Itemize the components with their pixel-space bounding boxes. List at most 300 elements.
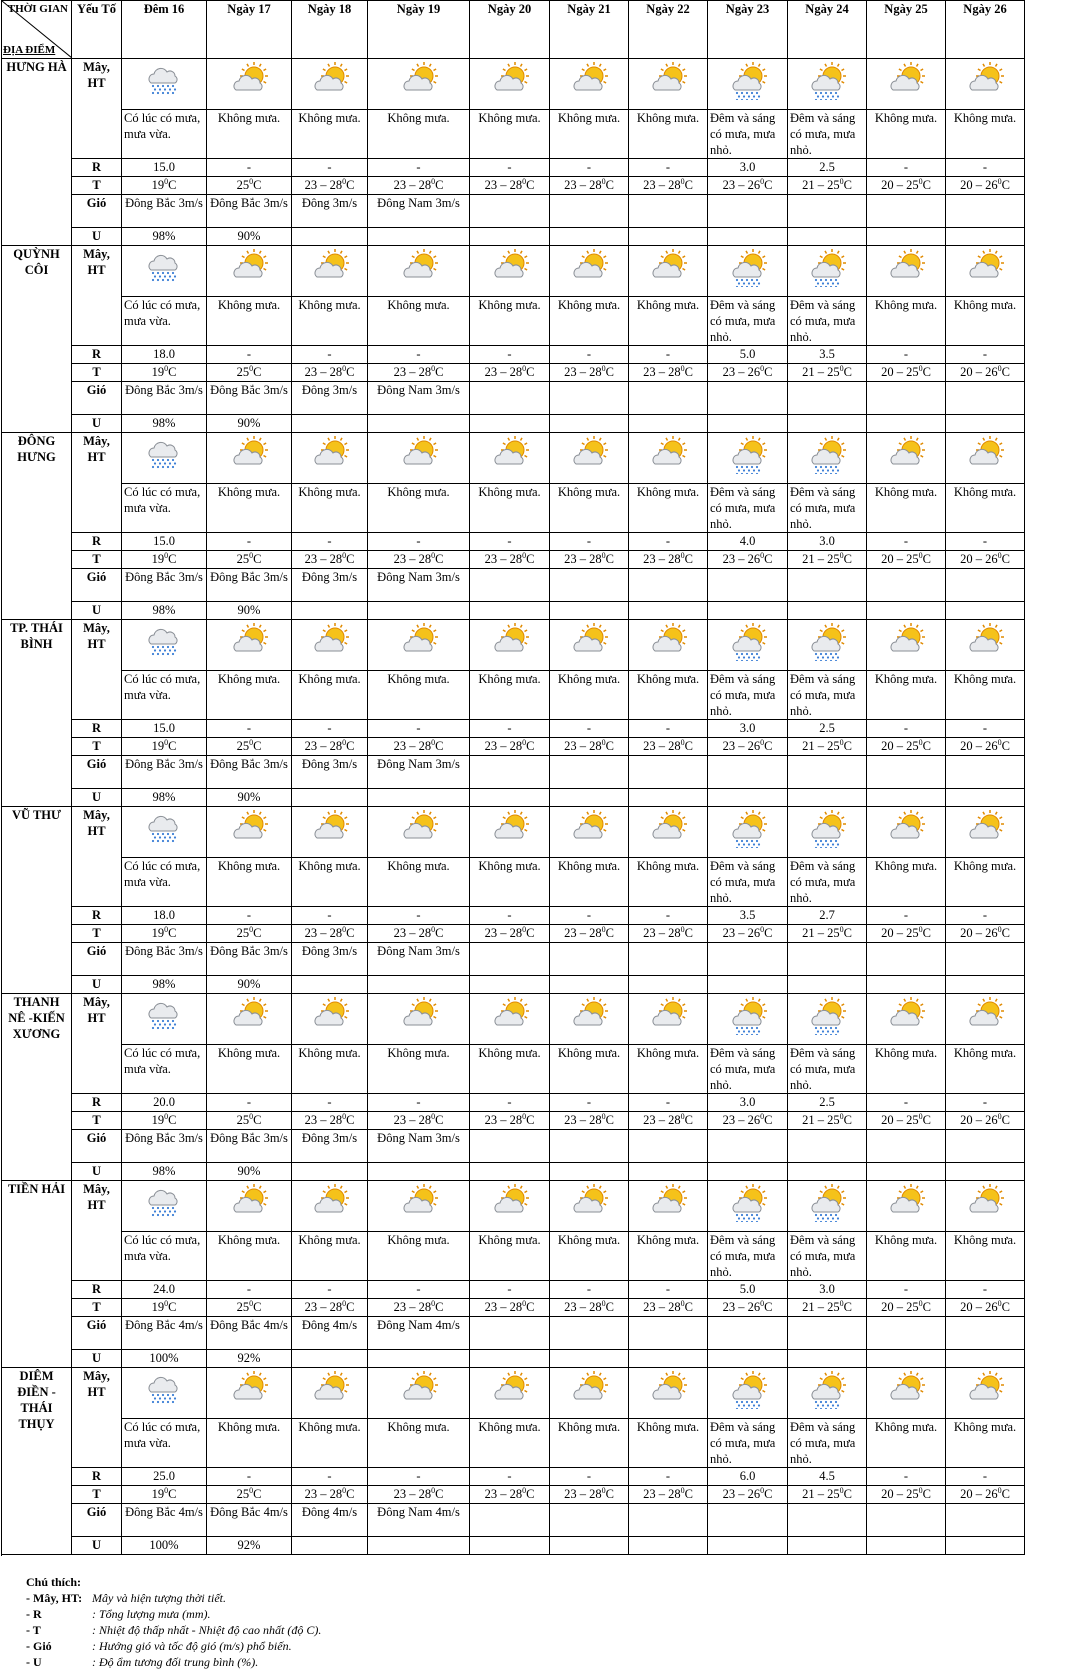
wind-value xyxy=(788,1130,867,1163)
degree-mark: 0 xyxy=(839,1111,844,1121)
humidity-value xyxy=(550,976,629,994)
degree-mark: 0 xyxy=(997,737,1002,747)
weather-description: Không mưa. xyxy=(470,671,550,720)
temperature-value xyxy=(788,1112,867,1130)
temperature-value xyxy=(629,364,708,382)
sun-cloud-icon xyxy=(311,810,349,852)
humidity-value xyxy=(368,1350,470,1368)
weather-icon-cell xyxy=(788,1368,867,1419)
weather-icon-cell xyxy=(629,1368,708,1419)
weather-icon-cell xyxy=(207,620,292,671)
rain-label: R xyxy=(72,346,122,364)
temperature-value xyxy=(207,1486,292,1504)
humidity-value xyxy=(708,602,788,620)
weather-description: Không mưa. xyxy=(867,297,946,346)
weather-icon-cell xyxy=(867,994,946,1045)
temperature-value xyxy=(207,925,292,943)
temperature-value xyxy=(470,551,550,569)
weather-icon-cell xyxy=(946,246,1025,297)
temperature-range: 20 – 25 xyxy=(881,365,919,379)
temperature-range: 25 xyxy=(236,1487,250,1501)
rain-row xyxy=(2,1094,1025,1112)
sun-cloud-icon xyxy=(887,810,925,852)
rain-value: - xyxy=(207,346,292,364)
degree-mark: 0 xyxy=(997,924,1002,934)
rain-value: - xyxy=(550,1094,629,1112)
wind-value xyxy=(867,756,946,789)
rain-value: - xyxy=(946,1281,1025,1299)
wind-value xyxy=(470,1317,550,1350)
rain-cloud-icon xyxy=(145,1371,183,1413)
temperature-value xyxy=(550,738,629,756)
temperature-row xyxy=(2,1299,1025,1317)
cloud-label: Mây, HT xyxy=(72,620,122,720)
weather-icon-cell xyxy=(550,1181,629,1232)
rain-value: 20.0 xyxy=(122,1094,207,1112)
sun-cloud-icon xyxy=(311,249,349,291)
rain-value: - xyxy=(629,720,708,738)
weather-description: Có lúc có mưa, mưa vừa. xyxy=(122,110,207,159)
rain-value: - xyxy=(470,1468,550,1486)
humidity-value xyxy=(368,415,470,433)
degree-mark: 0 xyxy=(760,1298,765,1308)
temperature-value xyxy=(708,364,788,382)
temperature-value xyxy=(470,1299,550,1317)
degree-mark: 0 xyxy=(918,737,923,747)
rain-value: - xyxy=(470,346,550,364)
degree-mark: 0 xyxy=(760,924,765,934)
temperature-unit: C xyxy=(922,926,931,940)
weather-description: Không mưa. xyxy=(368,110,470,159)
wind-label: Gió xyxy=(72,382,122,415)
weather-description: Không mưa. xyxy=(207,1232,292,1281)
degree-mark: 0 xyxy=(522,1298,527,1308)
temperature-unit: C xyxy=(1001,1300,1010,1314)
wind-value: Đông Nam 4m/s xyxy=(368,1317,470,1350)
rain-row xyxy=(2,1468,1025,1486)
wind-value xyxy=(550,569,629,602)
temperature-value xyxy=(122,364,207,382)
wind-value: Đông Bắc 4m/s xyxy=(122,1317,207,1350)
weather-description: Đêm và sáng có mưa, mưa nhỏ. xyxy=(788,484,867,533)
rain-cloud-icon xyxy=(145,810,183,852)
humidity-label: U xyxy=(72,415,122,433)
temperature-unit: C xyxy=(605,1487,614,1501)
temperature-range: 23 – 28 xyxy=(484,178,523,192)
rain-value: 3.5 xyxy=(788,346,867,364)
temperature-range: 20 – 25 xyxy=(881,552,919,566)
weather-description: Đêm và sáng có mưa, mưa nhỏ. xyxy=(708,858,788,907)
weather-description: Không mưa. xyxy=(629,110,708,159)
wind-value xyxy=(946,1504,1025,1537)
weather-description: Không mưa. xyxy=(550,671,629,720)
weather-icon-cell xyxy=(122,1368,207,1419)
icon-row xyxy=(2,994,1025,1045)
temperature-value xyxy=(788,177,867,195)
temperature-unit: C xyxy=(843,178,852,192)
humidity-value xyxy=(470,1350,550,1368)
temperature-range: 23 – 28 xyxy=(564,552,602,566)
temperature-unit: C xyxy=(684,1300,693,1314)
temperature-row xyxy=(2,925,1025,943)
temperature-label: T xyxy=(72,1299,122,1317)
rain-value: - xyxy=(292,1468,368,1486)
wind-value xyxy=(470,1504,550,1537)
weather-description: Không mưa. xyxy=(368,1419,470,1468)
humidity-value xyxy=(629,976,708,994)
humidity-value: 92% xyxy=(207,1350,292,1368)
rain-value: - xyxy=(470,720,550,738)
temperature-range: 23 – 28 xyxy=(393,926,432,940)
temperature-range: 20 – 26 xyxy=(960,178,998,192)
temperature-value xyxy=(207,551,292,569)
day-header: Ngày 23 xyxy=(708,1,788,59)
temperature-unit: C xyxy=(922,1113,931,1127)
weather-icon-cell xyxy=(550,1368,629,1419)
weather-icon-cell xyxy=(122,433,207,484)
wind-label: Gió xyxy=(72,1317,122,1350)
temperature-value xyxy=(368,364,470,382)
temperature-value xyxy=(788,925,867,943)
temperature-range: 25 xyxy=(236,1113,250,1127)
wind-value: Đông Bắc 3m/s xyxy=(207,756,292,789)
degree-mark: 0 xyxy=(342,550,347,560)
degree-mark: 0 xyxy=(601,924,606,934)
humidity-value xyxy=(629,602,708,620)
rain-value: - xyxy=(470,533,550,551)
weather-description: Không mưa. xyxy=(629,1045,708,1094)
humidity-value xyxy=(368,602,470,620)
rain-value: - xyxy=(867,907,946,925)
rain-row xyxy=(2,346,1025,364)
temperature-row xyxy=(2,1486,1025,1504)
temperature-value xyxy=(550,925,629,943)
temperature-range: 20 – 25 xyxy=(881,1300,919,1314)
degree-mark: 0 xyxy=(680,1298,685,1308)
humidity-value xyxy=(788,228,867,246)
wind-value xyxy=(867,1317,946,1350)
weather-icon-cell xyxy=(550,994,629,1045)
wind-value: Đông Bắc 3m/s xyxy=(207,569,292,602)
temperature-row xyxy=(2,364,1025,382)
temperature-unit: C xyxy=(605,365,614,379)
location-name: TP. THÁI BÌNH xyxy=(2,620,72,807)
humidity-value: 98% xyxy=(122,1163,207,1181)
degree-mark: 0 xyxy=(839,1485,844,1495)
wind-value xyxy=(629,943,708,976)
humidity-row xyxy=(2,1537,1025,1555)
rain-value: 3.0 xyxy=(708,159,788,177)
sun-cloud-icon xyxy=(649,1371,687,1413)
weather-icon-cell xyxy=(470,59,550,110)
weather-description: Không mưa. xyxy=(550,1045,629,1094)
weather-description: Đêm và sáng có mưa, mưa nhỏ. xyxy=(708,1045,788,1094)
sun-cloud-icon xyxy=(649,249,687,291)
humidity-value xyxy=(470,789,550,807)
humidity-value xyxy=(867,228,946,246)
weather-icon-cell xyxy=(368,59,470,110)
temperature-value xyxy=(122,1486,207,1504)
weather-icon-cell xyxy=(470,433,550,484)
temperature-range: 23 – 28 xyxy=(304,1113,343,1127)
location-name: HƯNG HÀ xyxy=(2,59,72,246)
temperature-value xyxy=(867,1299,946,1317)
weather-icon-cell xyxy=(122,59,207,110)
sun-cloud-icon xyxy=(230,810,268,852)
temperature-unit: C xyxy=(253,1487,262,1501)
forecast-body xyxy=(2,59,1025,1555)
humidity-value xyxy=(368,789,470,807)
temperature-range: 23 – 28 xyxy=(393,365,432,379)
rain-value: - xyxy=(207,720,292,738)
wind-value: Đông 3m/s xyxy=(292,756,368,789)
rain-value: - xyxy=(629,533,708,551)
sun-cloud-icon xyxy=(887,1371,925,1413)
wind-value xyxy=(629,1130,708,1163)
temperature-unit: C xyxy=(526,1300,535,1314)
wind-row xyxy=(2,195,1025,228)
sun-cloud-icon xyxy=(649,1184,687,1226)
temperature-unit: C xyxy=(346,552,355,566)
humidity-label: U xyxy=(72,789,122,807)
temperature-unit: C xyxy=(843,739,852,753)
weather-description: Không mưa. xyxy=(292,1045,368,1094)
wind-value xyxy=(629,382,708,415)
humidity-value xyxy=(788,1163,867,1181)
humidity-label: U xyxy=(72,602,122,620)
note-text: : Nhiệt độ thấp nhất - Nhiệt độ cao nhất (độ C). xyxy=(92,1623,322,1637)
degree-mark: 0 xyxy=(342,176,347,186)
weather-description: Không mưa. xyxy=(470,1419,550,1468)
forecast-table xyxy=(1,0,1025,1555)
temperature-value xyxy=(368,738,470,756)
wind-value xyxy=(550,382,629,415)
temperature-unit: C xyxy=(1001,552,1010,566)
humidity-value xyxy=(946,1350,1025,1368)
header-row xyxy=(2,1,1025,59)
temperature-unit: C xyxy=(1001,1113,1010,1127)
weather-description: Không mưa. xyxy=(946,858,1025,907)
temperature-range: 23 – 26 xyxy=(722,178,761,192)
weather-description: Có lúc có mưa, mưa vừa. xyxy=(122,1419,207,1468)
temperature-range: 23 – 28 xyxy=(643,1113,681,1127)
temperature-unit: C xyxy=(605,552,614,566)
day-header: Ngày 24 xyxy=(788,1,867,59)
temperature-range: 21 – 25 xyxy=(802,1487,840,1501)
weather-icon-cell xyxy=(946,807,1025,858)
rain-value: 24.0 xyxy=(122,1281,207,1299)
sun-rain-cloud-icon xyxy=(808,997,846,1039)
temperature-range: 23 – 28 xyxy=(393,552,432,566)
sun-cloud-icon xyxy=(311,1184,349,1226)
temperature-unit: C xyxy=(684,178,693,192)
wind-value xyxy=(708,195,788,228)
temperature-value xyxy=(946,551,1025,569)
wind-value xyxy=(946,569,1025,602)
temperature-value xyxy=(946,925,1025,943)
weather-icon-cell xyxy=(207,1181,292,1232)
wind-value: Đông Bắc 4m/s xyxy=(207,1504,292,1537)
rain-value: - xyxy=(867,1468,946,1486)
sun-rain-cloud-icon xyxy=(729,810,767,852)
wind-value: Đông Bắc 3m/s xyxy=(122,382,207,415)
wind-value xyxy=(550,1130,629,1163)
temperature-value xyxy=(788,364,867,382)
temperature-unit: C xyxy=(526,178,535,192)
weather-description: Đêm và sáng có mưa, mưa nhỏ. xyxy=(788,1045,867,1094)
degree-mark: 0 xyxy=(164,1485,169,1495)
temperature-unit: C xyxy=(922,365,931,379)
humidity-value xyxy=(629,1350,708,1368)
description-row xyxy=(2,297,1025,346)
temperature-range: 25 xyxy=(236,739,250,753)
temperature-value xyxy=(470,925,550,943)
humidity-value: 98% xyxy=(122,415,207,433)
humidity-value xyxy=(788,1350,867,1368)
rain-value: - xyxy=(550,907,629,925)
wind-value xyxy=(867,569,946,602)
weather-icon-cell xyxy=(629,1181,708,1232)
weather-description: Đêm và sáng có mưa, mưa nhỏ. xyxy=(708,110,788,159)
weather-icon-cell xyxy=(470,807,550,858)
degree-mark: 0 xyxy=(522,176,527,186)
sun-cloud-icon xyxy=(966,436,1004,478)
temperature-range: 23 – 26 xyxy=(722,1113,761,1127)
temperature-unit: C xyxy=(843,552,852,566)
humidity-row xyxy=(2,1163,1025,1181)
weather-icon-cell xyxy=(368,994,470,1045)
temperature-unit: C xyxy=(526,1487,535,1501)
temperature-unit: C xyxy=(922,178,931,192)
temperature-range: 23 – 28 xyxy=(484,552,523,566)
weather-icon-cell xyxy=(368,433,470,484)
humidity-value: 98% xyxy=(122,976,207,994)
wind-value xyxy=(867,1504,946,1537)
rain-value: 3.0 xyxy=(708,720,788,738)
day-header: Ngày 22 xyxy=(629,1,708,59)
weather-description: Không mưa. xyxy=(470,1232,550,1281)
humidity-value xyxy=(946,602,1025,620)
sun-cloud-icon xyxy=(311,62,349,104)
temperature-range: 20 – 26 xyxy=(960,552,998,566)
weather-icon-cell xyxy=(946,59,1025,110)
temperature-range: 23 – 26 xyxy=(722,365,761,379)
humidity-value xyxy=(292,1537,368,1555)
wind-value xyxy=(708,1130,788,1163)
degree-mark: 0 xyxy=(164,1111,169,1121)
sun-cloud-icon xyxy=(649,810,687,852)
degree-mark: 0 xyxy=(431,363,436,373)
wind-value xyxy=(867,1130,946,1163)
temperature-unit: C xyxy=(526,926,535,940)
rain-value: 2.7 xyxy=(788,907,867,925)
weather-description: Có lúc có mưa, mưa vừa. xyxy=(122,297,207,346)
temperature-unit: C xyxy=(168,552,177,566)
rain-value: 6.0 xyxy=(708,1468,788,1486)
temperature-range: 23 – 28 xyxy=(393,1487,432,1501)
temperature-value xyxy=(788,1486,867,1504)
degree-mark: 0 xyxy=(164,737,169,747)
wind-value: Đông Bắc 3m/s xyxy=(122,756,207,789)
weather-description: Không mưa. xyxy=(946,1419,1025,1468)
wind-value xyxy=(946,195,1025,228)
rain-value: - xyxy=(368,346,470,364)
rain-value: - xyxy=(867,1281,946,1299)
weather-icon-cell xyxy=(550,246,629,297)
sun-cloud-icon xyxy=(570,1371,608,1413)
wind-value: Đông 4m/s xyxy=(292,1504,368,1537)
corner-time-label: THỜI GIAN xyxy=(7,3,68,15)
degree-mark: 0 xyxy=(164,176,169,186)
degree-mark: 0 xyxy=(431,924,436,934)
temperature-value xyxy=(867,364,946,382)
humidity-value: 90% xyxy=(207,976,292,994)
temperature-value xyxy=(946,1299,1025,1317)
sun-cloud-icon xyxy=(311,997,349,1039)
rain-cloud-icon xyxy=(145,1184,183,1226)
weather-icon-cell xyxy=(708,620,788,671)
humidity-value xyxy=(550,228,629,246)
weather-icon-cell xyxy=(550,59,629,110)
temperature-unit: C xyxy=(605,926,614,940)
note-item xyxy=(26,1638,321,1654)
weather-description: Không mưa. xyxy=(946,484,1025,533)
humidity-row xyxy=(2,789,1025,807)
humidity-value xyxy=(788,1537,867,1555)
temperature-range: 23 – 28 xyxy=(304,552,343,566)
sun-cloud-icon xyxy=(966,249,1004,291)
degree-mark: 0 xyxy=(839,363,844,373)
temperature-range: 20 – 25 xyxy=(881,1113,919,1127)
rain-value: 15.0 xyxy=(122,533,207,551)
sun-cloud-icon xyxy=(649,62,687,104)
rain-value: - xyxy=(368,1281,470,1299)
temperature-unit: C xyxy=(168,926,177,940)
note-item xyxy=(26,1622,321,1638)
temperature-unit: C xyxy=(605,1300,614,1314)
temperature-value xyxy=(867,177,946,195)
rain-value: - xyxy=(629,346,708,364)
temperature-unit: C xyxy=(435,552,444,566)
temperature-unit: C xyxy=(605,1113,614,1127)
humidity-value: 90% xyxy=(207,602,292,620)
humidity-value xyxy=(629,415,708,433)
weather-description: Có lúc có mưa, mưa vừa. xyxy=(122,1232,207,1281)
description-row xyxy=(2,1232,1025,1281)
weather-icon-cell xyxy=(470,620,550,671)
sun-cloud-icon xyxy=(311,436,349,478)
temperature-range: 20 – 26 xyxy=(960,1487,998,1501)
temperature-unit: C xyxy=(1001,178,1010,192)
weather-description: Không mưa. xyxy=(292,1419,368,1468)
temperature-range: 23 – 28 xyxy=(564,365,602,379)
weather-icon-cell xyxy=(470,1181,550,1232)
temperature-value xyxy=(550,1299,629,1317)
humidity-value: 98% xyxy=(122,789,207,807)
temperature-value xyxy=(946,177,1025,195)
rain-value: - xyxy=(207,1468,292,1486)
rain-value: - xyxy=(867,159,946,177)
humidity-value: 90% xyxy=(207,1163,292,1181)
degree-mark: 0 xyxy=(249,737,254,747)
temperature-unit: C xyxy=(526,552,535,566)
temperature-range: 20 – 25 xyxy=(881,739,919,753)
humidity-row xyxy=(2,976,1025,994)
rain-value: - xyxy=(946,533,1025,551)
temperature-range: 19 xyxy=(151,739,165,753)
description-row xyxy=(2,110,1025,159)
humidity-value xyxy=(867,789,946,807)
